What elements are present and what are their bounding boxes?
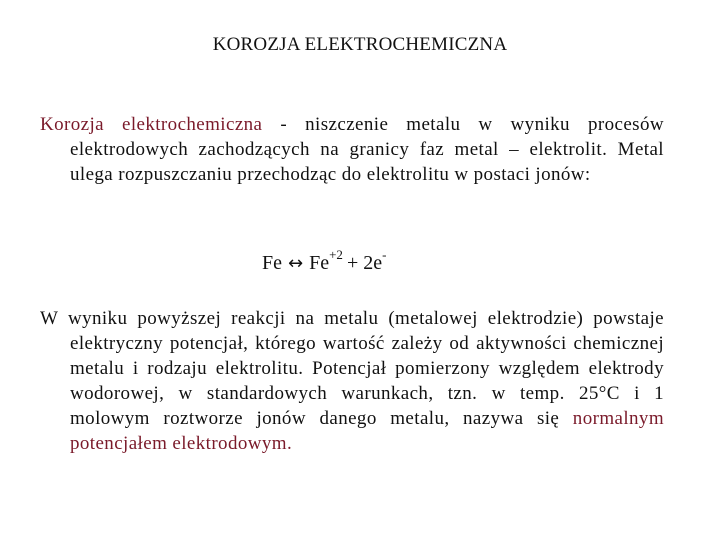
electron-charge: - bbox=[382, 247, 387, 263]
term-highlight: Korozja elektrochemiczna bbox=[40, 114, 263, 135]
reactant: Fe bbox=[262, 252, 282, 274]
electrons-term: + 2e bbox=[346, 252, 383, 274]
normal-potential-highlight: normalnym potencjałem bbox=[70, 408, 664, 454]
reaction-equation bbox=[262, 247, 387, 275]
explanation-paragraph bbox=[40, 306, 664, 456]
explanation-ending: elektrodowym. bbox=[167, 433, 293, 454]
explanation-text: W wyniku powyższej reakcji na metalu (metalowej elektrodzie) powstaje elektryczny potencjał, którego wartość zależy od aktywności chemicznej metalu i rodzaju elektrolitu. Potencjał pomierzony względem elektrody wodorowej, w standardowych warunkach, tzn. w temp. 25°C i 1 molowym roztworze jonów danego metalu, nazywa się bbox=[40, 308, 664, 429]
definition-paragraph bbox=[40, 112, 664, 187]
reversible-arrow-icon: ↔ bbox=[288, 253, 304, 274]
definition-text: - niszczenie metalu w wyniku procesów elektrodowych zachodzących na granicy faz metal – elektrolit. Metal ulega rozpuszczaniu przechodząc do elektrolitu w postaci jonów: bbox=[70, 114, 664, 185]
slide-title: KOROZJA ELEKTROCHEMICZNA bbox=[212, 34, 508, 55]
product-charge: +2 bbox=[329, 247, 343, 263]
product: Fe bbox=[309, 252, 330, 274]
